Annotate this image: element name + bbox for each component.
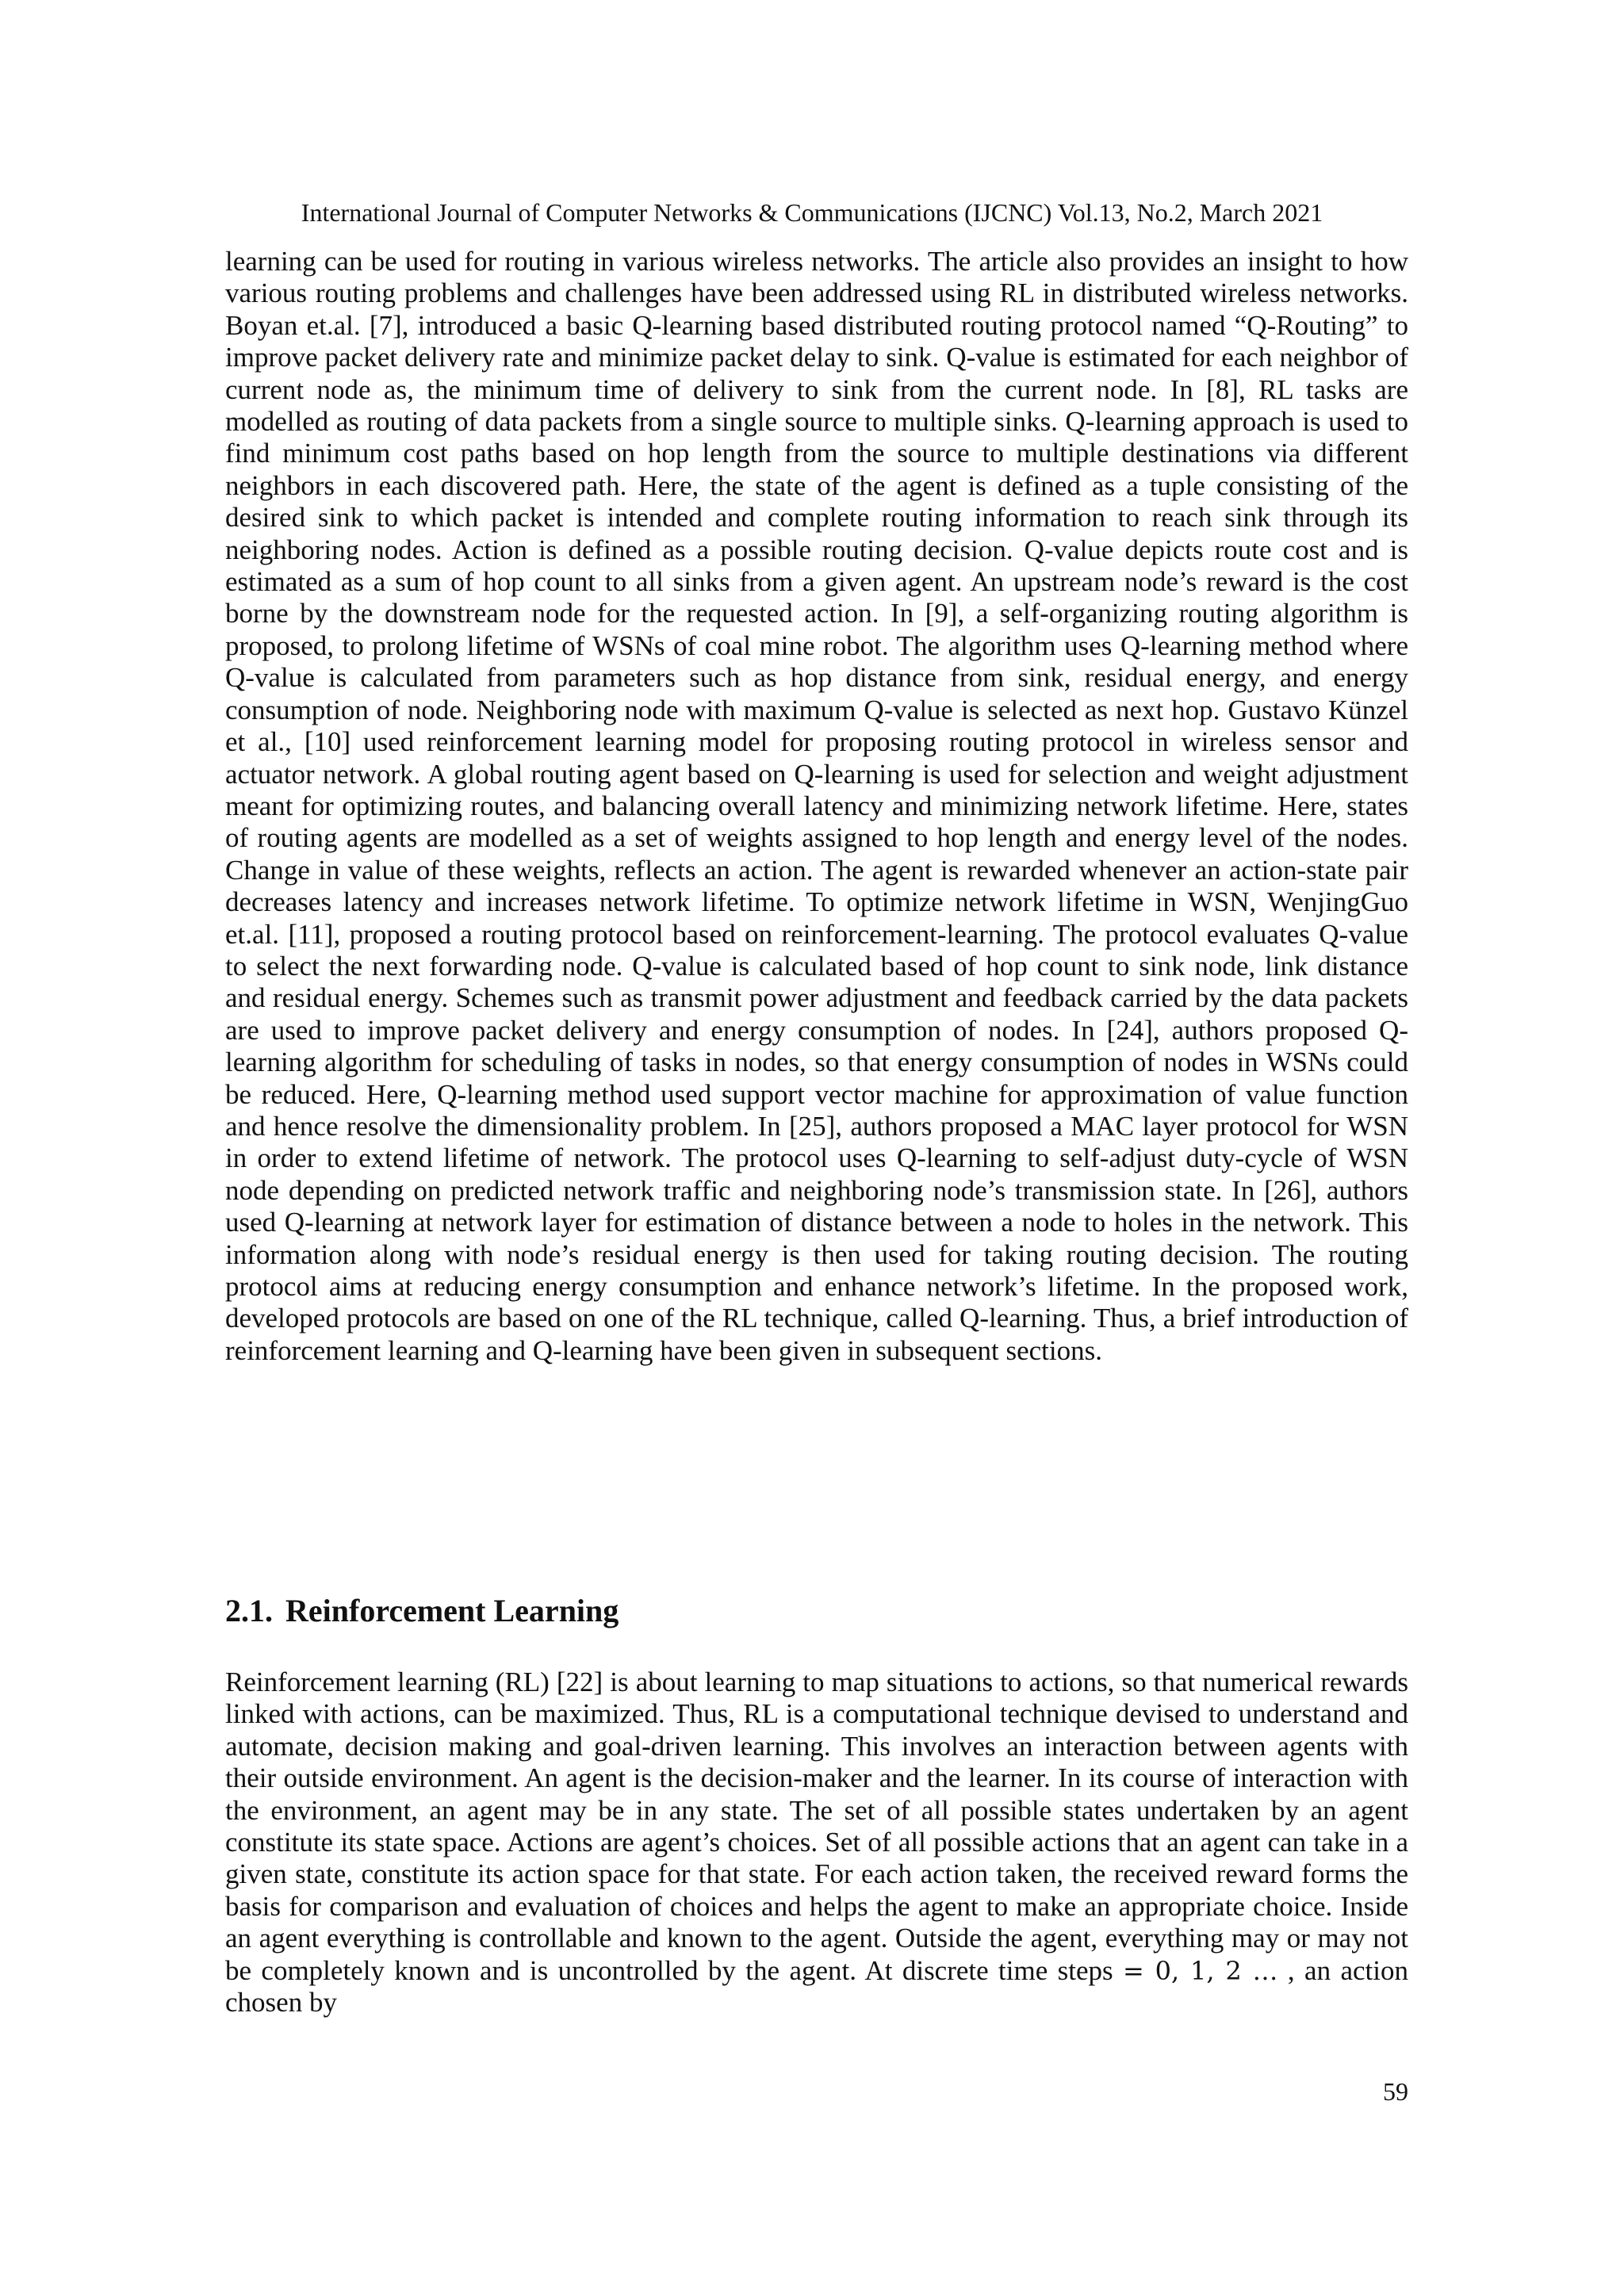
section-heading-block [225,1592,1408,1630]
section-title: Reinforcement Learning [285,1593,619,1628]
paragraph-main-text: Reinforcement learning (RL) [22] is about learning to map situations to actions, so that numerical rewards linked with actions, can be maximized. Thus, RL is a computational technique devised to understand and automate, decision making and goal-driven learning. This involves an interaction between agents with their outside environment. An agent is the decision-maker and the learner. In its course of interaction with the environment, an agent may be in any state. The set of all possible states undertaken by an agent constitute its state space. Actions are agent’s choices. Set of all possible actions that an agent can take in a given state, constitute its action space for that state. For each action taken, the received reward forms the basis for comparison and evaluation of choices and helps the agent to make an appropriate choice. Inside an agent everything is controllable and known to the agent. Outside the agent, everything may or may not be completely known and is uncontrolled by the agent. At discrete time steps [225,1667,1408,1986]
page-number: 59 [1383,2077,1408,2106]
running-header: International Journal of Computer Networks & Communications (IJCNC) Vol.13, No.2, March 2021 [301,198,1323,227]
paragraph-text [225,1667,1408,2019]
paragraph-text: learning can be used for routing in various wireless networks. The article also provides an insight to how various routing problems and challenges have been addressed using RL in distributed wireless networks. Boyan et.al. [7], introduced a basic Q-learning based distributed routing protocol named “Q-Routing” to improve packet delivery rate and minimize packet delay to sink. Q-value is estimated for each neighbor of current node as, the minimum time of delivery to sink from the current node. In [8], RL tasks are modelled as routing of data packets from a single source to multiple sinks. Q-learning approach is used to find minimum cost paths based on hop length from the source to multiple destinations via different neighbors in each discovered path. Here, the state of the agent is defined as a tuple consisting of the desired sink to which packet is intended and complete routing information to reach sink through its neighboring nodes. Action is defined as a possible routing decision. Q-value depicts route cost and is estimated as a sum of hop count to all sinks from a given agent. An upstream node’s reward is the cost borne by the downstream node for the requested action. In [9], a self-organizing routing algorithm is proposed, to prolong lifetime of WSNs of coal mine robot. The algorithm uses Q-learning method where Q-value is calculated from parameters such as hop distance from sink, residual energy, and energy consumption of node. Neighboring node with maximum Q-value is selected as next hop. Gustavo Künzel et al., [10] used reinforcement learning model for proposing routing protocol in wireless sensor and actuator network. A global routing agent based on Q-learning is used for selection and weight adjustment meant for optimizing routes, and balancing overall latency and minimizing network lifetime. Here, states of routing agents are modelled as a set of weights assigned to hop length and energy level of the nodes. Change in value of these weights, reflects an action. The agent is rewarded whenever an action-state pair decreases latency and increases network lifetime. To optimize network lifetime in WSN, WenjingGuo et.al. [11], proposed a routing protocol based on reinforcement-learning. The protocol evaluates Q-value to select the next forwarding node. Q-value is calculated based of hop count to sink node, link distance and residual energy. Schemes such as transmit power adjustment and feedback carried by the data packets are used to improve packet delivery and energy consumption of nodes. In [24], authors proposed Q-learning algorithm for scheduling of tasks in nodes, so that energy consumption of nodes in WSNs could be reduced. Here, Q-learning method used support vector machine for approximation of value function and hence resolve the dimensionality problem. In [25], authors proposed a MAC layer protocol for WSN in order to extend lifetime of network. The protocol uses Q-learning to self-adjust duty-cycle of WSN node depending on predicted network traffic and neighboring node’s transmission state. In [26], authors used Q-learning at network layer for estimation of distance between a node to holes in the network. This information along with node’s residual energy is then used for taking routing decision. The routing protocol aims at reducing energy consumption and enhance network’s lifetime. In the proposed work, developed protocols are based on one of the RL technique, called Q-learning. Thus, a brief introduction of reinforcement learning and Q-learning have been given in subsequent sections. [225,246,1408,1366]
body-paragraph-related-work [225,246,1408,1367]
inline-math-time-steps: = 0, 1, 2 … [1123,1955,1278,1986]
section-number: 2.1. [225,1593,273,1628]
section-heading [225,1592,1408,1630]
body-paragraph-reinforcement-learning [225,1667,1408,2019]
paragraph-tail-text: , an action chosen by [225,1954,1409,2019]
